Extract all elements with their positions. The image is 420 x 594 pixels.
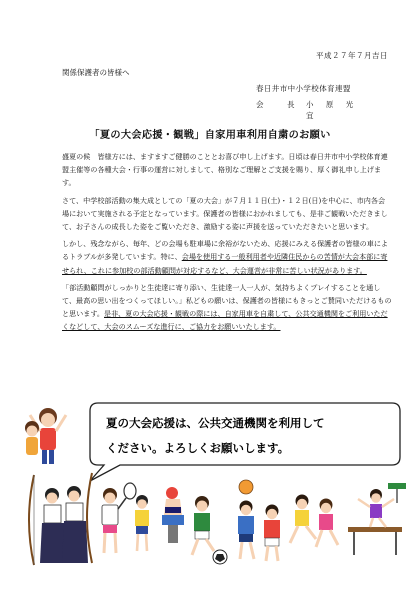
paragraph-text: さて、中学校部活動の集大成としての「夏の大会」が７月１１日(土)・１２日(日)を中心に、市内各会場において実施される予定となっています。保護者の皆様におかれましても、是非ご観戦いただきまして、お子さんの成長した姿をご覧いただき、激励する姿に声援を送っていただきたいと思います。 <box>62 195 388 232</box>
sports-illustration <box>20 395 410 575</box>
runners-icon <box>290 495 338 548</box>
paragraph-greeting <box>62 150 392 190</box>
archery-figures-icon <box>29 473 92 565</box>
paragraph-underlined-text: 是非、夏の大会応援・観戦の際には、自家用車を自粛して、公共交通機関をご利用いただくなどして、大会のスムーズな進行に、ご協力をお願いいたします。 <box>62 309 388 332</box>
paragraph-request <box>62 281 392 334</box>
paragraph-problem <box>62 237 392 277</box>
paragraph-announcement <box>62 194 392 234</box>
speech-bubble <box>90 403 400 481</box>
soccer-player-icon <box>192 496 227 564</box>
ball-game-players-icon <box>238 480 280 561</box>
sender <box>256 99 366 120</box>
date: 平成２７年７月吉日 <box>316 51 388 60</box>
addressee: 関係保護者の皆様へ <box>62 68 130 77</box>
bubble-line-1: 夏の大会応援は、公共交通機関を利用して <box>106 416 325 430</box>
sender-name: 小 原 光 宜 <box>306 100 359 120</box>
tennis-players-icon <box>102 483 149 553</box>
sender-role: 会 長 <box>256 100 303 109</box>
letter-title: 「夏の大会応援・観戦」自家用車利用自粛のお願い <box>89 130 331 141</box>
paragraph-text: しかし、残念ながら、毎年、どの会場も駐車場に余裕がないため、応援にみえる保護者の皆様の車によるトラブルが多発しています。特に、 <box>62 239 389 262</box>
paragraph-underlined-text: 会場を使用する一般利用者や近隣住民からの苦情が大会本部に寄せられ、これに参加校の部活動顧問が対応するなど、大会運営が非常に苦しい状況があります。 <box>62 252 388 275</box>
cheering-girls-icon <box>25 408 66 464</box>
swimmer-icon <box>162 487 184 543</box>
letter-body <box>62 150 392 338</box>
paragraph-text: 盛夏の候 皆様方には、ますますご健勝のこととお喜び申し上げます。日頃は春日井市中小学校体育連盟主催等の各種大会・行事の運営に対しまして、格別なご理解とご支援を賜り、厚く御礼申し上げます。 <box>62 152 388 188</box>
sender-organization: 春日井市中小学校体育連盟 <box>256 84 351 93</box>
gymnast-icon <box>348 483 406 555</box>
paragraph-text: 「部活動顧問がしっかりと生徒達に寄り添い、生徒達一人一人が、気持ちよくプレイすることを通して、最高の思い出をつくってほしい。」私どもの願いは、保護者の皆様にもきっとご賛同いただけるものと思います。 <box>62 282 392 319</box>
bubble-line-2: ください。よろしくお願いします。 <box>106 441 290 455</box>
